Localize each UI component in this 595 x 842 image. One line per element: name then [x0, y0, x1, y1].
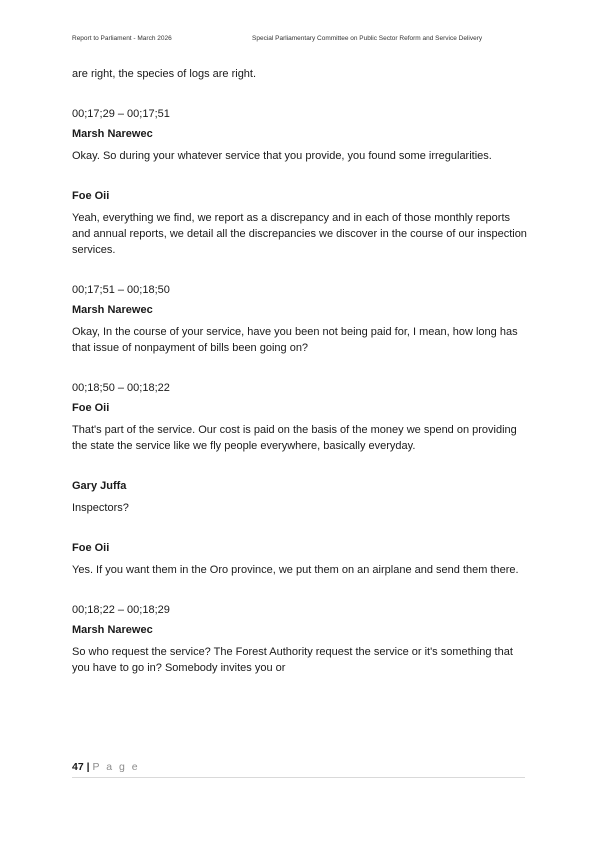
- intro-text: are right, the species of logs are right.: [72, 68, 257, 80]
- header-committee-name: Special Parliamentary Committee on Public Sector Reform and Service Delivery: [252, 35, 483, 42]
- speaker-name: Foe Oii: [72, 190, 110, 202]
- timestamp: 00;18;22 – 00;18;29: [72, 604, 170, 616]
- speech-text: Yes. If you want them in the Oro province, we put them on an airplane and send them there.: [72, 564, 519, 576]
- speaker-name: Marsh Narewec: [72, 304, 153, 316]
- speech-text: Okay, In the course of your service, have you been not being paid for, I mean, how long has that issue of nonpayment of bills been going on?: [72, 326, 518, 354]
- speech-text: Inspectors?: [72, 502, 129, 514]
- speaker-name: Foe Oii: [72, 402, 110, 414]
- timestamp: 00;17;29 – 00;17;51: [72, 108, 170, 120]
- speaker-name: Marsh Narewec: [72, 624, 153, 636]
- speaker-name: Marsh Narewec: [72, 128, 153, 140]
- timestamp: 00;18;50 – 00;18;22: [72, 382, 170, 394]
- speaker-name: Foe Oii: [72, 542, 110, 554]
- speaker-name: Gary Juffa: [72, 480, 127, 492]
- speech-text: Okay. So during your whatever service that you provide, you found some irregularities.: [72, 150, 492, 162]
- page-footer: [72, 761, 525, 778]
- speech-text: Yeah, everything we find, we report as a discrepancy and in each of those monthly reports and annual reports, we detail all the discrepancies we discover in the course of our inspection services.: [72, 212, 527, 256]
- speech-text: That's part of the service. Our cost is paid on the basis of the money we spend on providing the state the service like we fly people everywhere, basically everyday.: [72, 424, 517, 452]
- page-number: 47: [72, 761, 84, 773]
- page-label: P a g e: [92, 761, 140, 773]
- speech-text: So who request the service? The Forest Authority request the service or it's something that you have to go in? Somebody invites you or: [72, 646, 513, 674]
- footer-separator: |: [86, 761, 90, 773]
- page-header: [72, 35, 523, 47]
- transcript-body: [72, 66, 527, 676]
- timestamp: 00;17;51 – 00;18;50: [72, 284, 170, 296]
- header-report-title: Report to Parliament - March 2026: [72, 35, 172, 42]
